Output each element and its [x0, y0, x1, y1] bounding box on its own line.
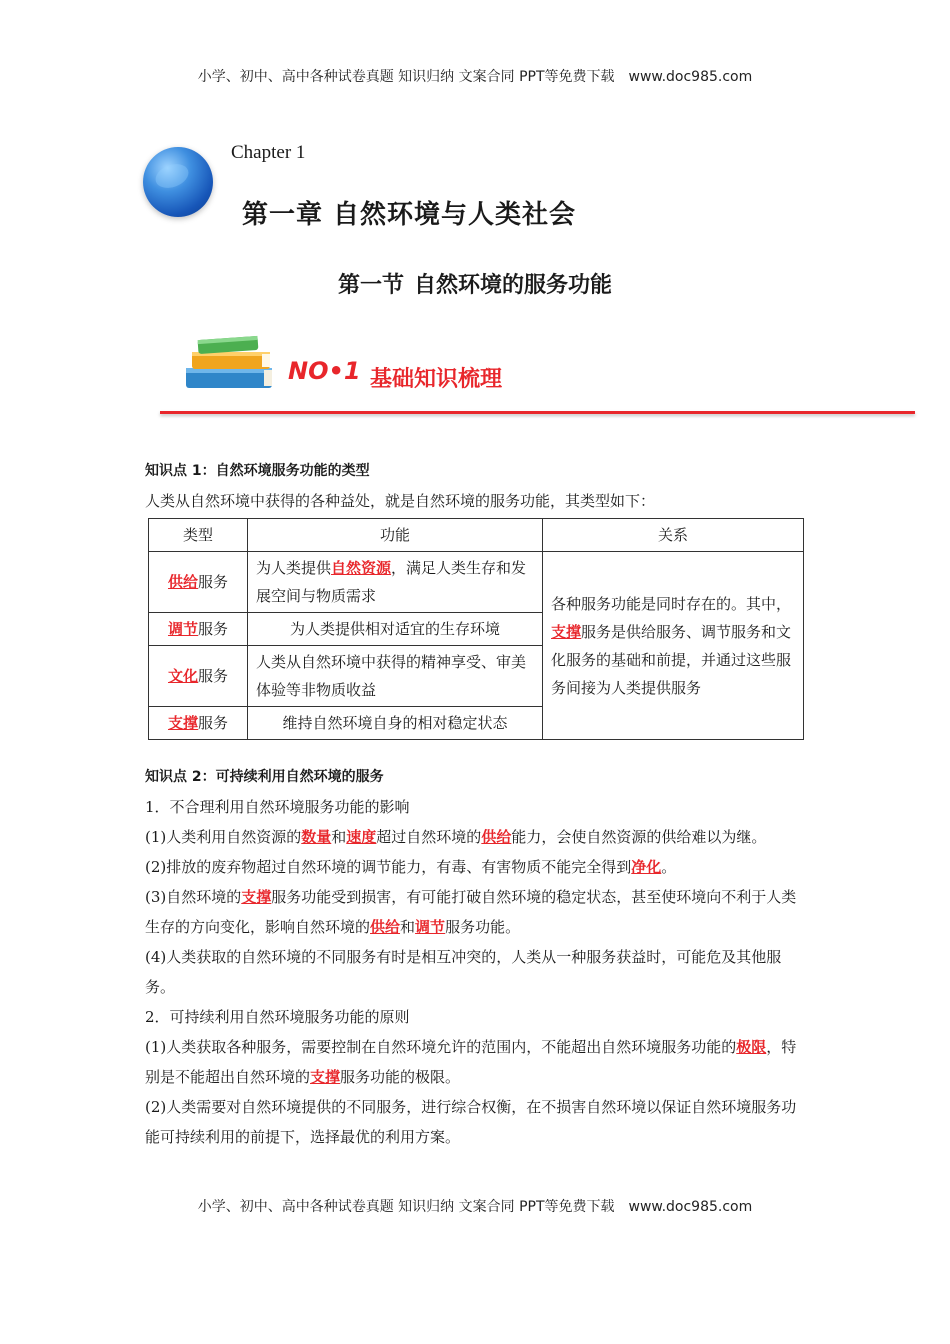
type-suffix: 服务: [198, 573, 229, 591]
header-type: 类型: [149, 519, 248, 552]
relation-text: 各种服务功能是同时存在的。其中，: [551, 594, 792, 613]
text: 服务功能。: [445, 918, 521, 936]
relation-text: 服务是供给服务、调节服务和文化服务的基础和前提，并通过这些服务间接为人类提供服务: [551, 622, 792, 697]
kp1-intro: 人类从自然环境中获得的各种益处，就是自然环境的服务功能，其类型如下：: [145, 492, 656, 510]
keyword: 供给: [370, 918, 401, 936]
section-title: [0, 268, 950, 299]
text: 。: [661, 858, 677, 876]
func-text: 为人类提供: [256, 559, 332, 577]
header-banner: [0, 66, 950, 86]
text: 和: [400, 918, 416, 936]
keyword: 支撑: [241, 888, 272, 906]
kp2-heading-1: 1．不合理利用自然环境服务功能的影响: [145, 798, 410, 816]
chapter-label: Chapter 1: [231, 142, 306, 163]
keyword: 极限: [736, 1038, 767, 1056]
keyword: 调节: [415, 918, 446, 936]
text: 服务功能的极限。: [340, 1068, 461, 1086]
header-relation: 关系: [543, 519, 804, 552]
text: (1)人类利用自然资源的: [145, 828, 302, 846]
type-keyword: 供给: [167, 573, 198, 591]
kp2-paragraph: (2)人类需要对自然环境提供的不同服务，进行综合权衡，在不损害自然环境以保证自然环境服务功能可持续利用的前提下，选择最优的利用方案。: [145, 1098, 797, 1146]
text: 和: [331, 828, 347, 846]
section-label: 第一节: [337, 273, 404, 298]
kp2-paragraph: [145, 852, 807, 882]
kp2-paragraph: (4)人类获取的自然环境的不同服务有时是相互冲突的，人类从一种服务获益时，可能危及其他服务。: [145, 948, 782, 996]
keyword: 支撑: [310, 1068, 341, 1086]
kp2-paragraph: [145, 822, 807, 852]
chapter-title: 第一章 自然环境与人类社会: [242, 200, 577, 230]
footer-banner: [0, 1196, 950, 1216]
relation-keyword: 支撑: [551, 622, 582, 641]
text: 超过自然环境的: [376, 828, 482, 846]
section-name: 自然环境的服务功能: [414, 273, 613, 298]
section-number: NO•1: [288, 357, 361, 385]
banner-text: 小学、初中、高中各种试卷真题 知识归纳 文案合同 PPT等免费下载: [197, 69, 615, 85]
service-types-table: [148, 518, 804, 740]
type-suffix: 服务: [198, 620, 229, 638]
type-suffix: 服务: [198, 714, 229, 732]
kp2-heading-2: 2．可持续利用自然环境服务功能的原则: [145, 1008, 410, 1026]
kp2-paragraph: [145, 882, 807, 942]
banner-text: 小学、初中、高中各种试卷真题 知识归纳 文案合同 PPT等免费下载: [197, 1199, 615, 1215]
function-cell: [248, 552, 543, 613]
divider: [160, 411, 915, 414]
keyword: 净化: [631, 858, 662, 876]
type-keyword: 文化: [167, 667, 198, 685]
type-suffix: 服务: [198, 667, 229, 685]
globe-icon: [143, 147, 213, 217]
banner-url[interactable]: www.doc985.com: [628, 1199, 753, 1215]
text: 服务功能受到损害，有可能打破自然环境的稳定状态，甚至使环境向不利于人类生存的方向变化，影响自然环境的: [145, 888, 797, 936]
kp2-title: 知识点 2：可持续利用自然环境的服务: [145, 769, 384, 785]
type-cell: [149, 552, 248, 613]
func-text: ，满足人类生存和发展空间与物质需求: [256, 559, 527, 605]
text: 能力，会使自然资源的供给难以为继。: [511, 828, 767, 846]
text: (2)排放的废弃物超过自然环境的调节能力，有毒、有害物质不能完全得到: [145, 858, 632, 876]
kp2-paragraph: [145, 1032, 807, 1092]
keyword: 供给: [481, 828, 512, 846]
relation-cell: [543, 552, 804, 740]
header-function: 功能: [248, 519, 543, 552]
main-content: [145, 456, 807, 1152]
text: (3)自然环境的: [145, 888, 242, 906]
table-header-row: [149, 519, 804, 552]
keyword: 数量: [301, 828, 332, 846]
text: ，特别是不能超出自然环境的: [145, 1038, 797, 1086]
keyword: 速度: [346, 828, 377, 846]
section-banner-label: 基础知识梳理: [370, 367, 503, 392]
type-cell: [149, 646, 248, 707]
type-keyword: 调节: [167, 620, 198, 638]
banner-url[interactable]: www.doc985.com: [628, 69, 753, 85]
kp1-title: 知识点 1：自然环境服务功能的类型: [145, 463, 370, 479]
text: (1)人类获取各种服务，需要控制在自然环境允许的范围内，不能超出自然环境服务功能的: [145, 1038, 737, 1056]
type-cell: [149, 707, 248, 740]
table-row: [149, 552, 804, 613]
function-cell: 人类从自然环境中获得的精神享受、审美体验等非物质收益: [248, 646, 543, 707]
function-cell: 维持自然环境自身的相对稳定状态: [248, 707, 543, 740]
books-icon: [182, 332, 277, 392]
type-keyword: 支撑: [167, 714, 198, 732]
function-cell: 为人类提供相对适宜的生存环境: [248, 613, 543, 646]
type-cell: [149, 613, 248, 646]
func-keyword: 自然资源: [331, 559, 392, 577]
